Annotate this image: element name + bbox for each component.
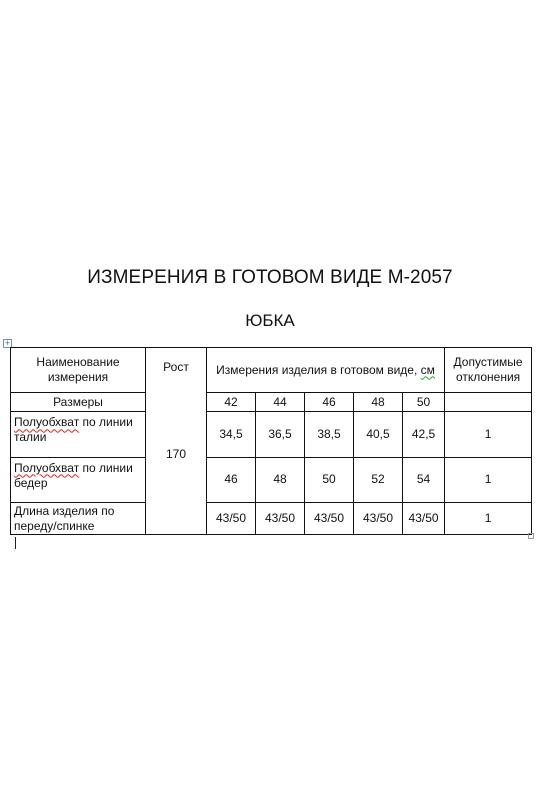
row-name-part: по линии талии	[14, 415, 133, 445]
sizes-tolerance-empty	[445, 393, 532, 412]
value-cell: 46	[207, 457, 256, 502]
height-cell	[146, 348, 207, 535]
value-cell: 34,5	[207, 412, 256, 457]
row-name	[11, 502, 146, 534]
document-subtitle: ЮБКА	[245, 311, 295, 330]
value-cell: 38,5	[305, 412, 354, 457]
size-cell: 48	[354, 393, 403, 412]
measurements-table	[10, 347, 532, 535]
value-cell: 50	[305, 457, 354, 502]
size-cell: 44	[256, 393, 305, 412]
height-value: 170	[165, 447, 187, 461]
table-move-handle-icon[interactable]: +	[4, 339, 11, 347]
size-cell: 50	[403, 393, 445, 412]
document-title: ИЗМЕРЕНИЯ В ГОТОВОМ ВИДЕ М-2057	[87, 267, 453, 288]
value-cell: 43/50	[354, 502, 403, 534]
size-cell: 46	[305, 393, 354, 412]
row-name-part: Полуобхват	[14, 415, 80, 430]
table-header-row	[11, 348, 532, 393]
value-cell: 43/50	[305, 502, 354, 534]
row-name	[11, 457, 146, 502]
row-name	[11, 412, 146, 457]
tolerance-cell: 1	[445, 412, 532, 457]
sizes-label: Размеры	[11, 393, 146, 412]
table-row	[11, 457, 532, 502]
value-cell: 43/50	[403, 502, 445, 534]
header-measurements	[207, 348, 445, 393]
value-cell: 43/50	[256, 502, 305, 534]
tolerance-cell: 1	[445, 457, 532, 502]
header-measurements-label: Измерения изделия в готовом виде,	[216, 362, 421, 377]
value-cell: 42,5	[403, 412, 445, 457]
value-cell: 54	[403, 457, 445, 502]
sizes-row	[11, 393, 532, 412]
value-cell: 40,5	[354, 412, 403, 457]
value-cell: 52	[354, 457, 403, 502]
size-cell: 42	[207, 393, 256, 412]
row-name-part: Полуобхват	[14, 460, 80, 475]
tolerance-cell: 1	[445, 502, 532, 534]
table-resize-handle-icon[interactable]	[528, 533, 534, 539]
header-height: Рост	[163, 360, 189, 374]
header-measurements-unit: см	[420, 362, 435, 377]
header-measurement-name: Наименование измерения	[11, 348, 146, 393]
text-cursor	[15, 537, 16, 549]
table-row	[11, 502, 532, 534]
value-cell: 36,5	[256, 412, 305, 457]
header-tolerance: Допустимые отклонения	[445, 348, 532, 393]
table-row	[11, 412, 532, 457]
row-name-part: по линии бедер	[14, 460, 133, 490]
value-cell: 48	[256, 457, 305, 502]
value-cell: 43/50	[207, 502, 256, 534]
row-name-part: Длина изделия по переду/спинке	[14, 503, 115, 533]
